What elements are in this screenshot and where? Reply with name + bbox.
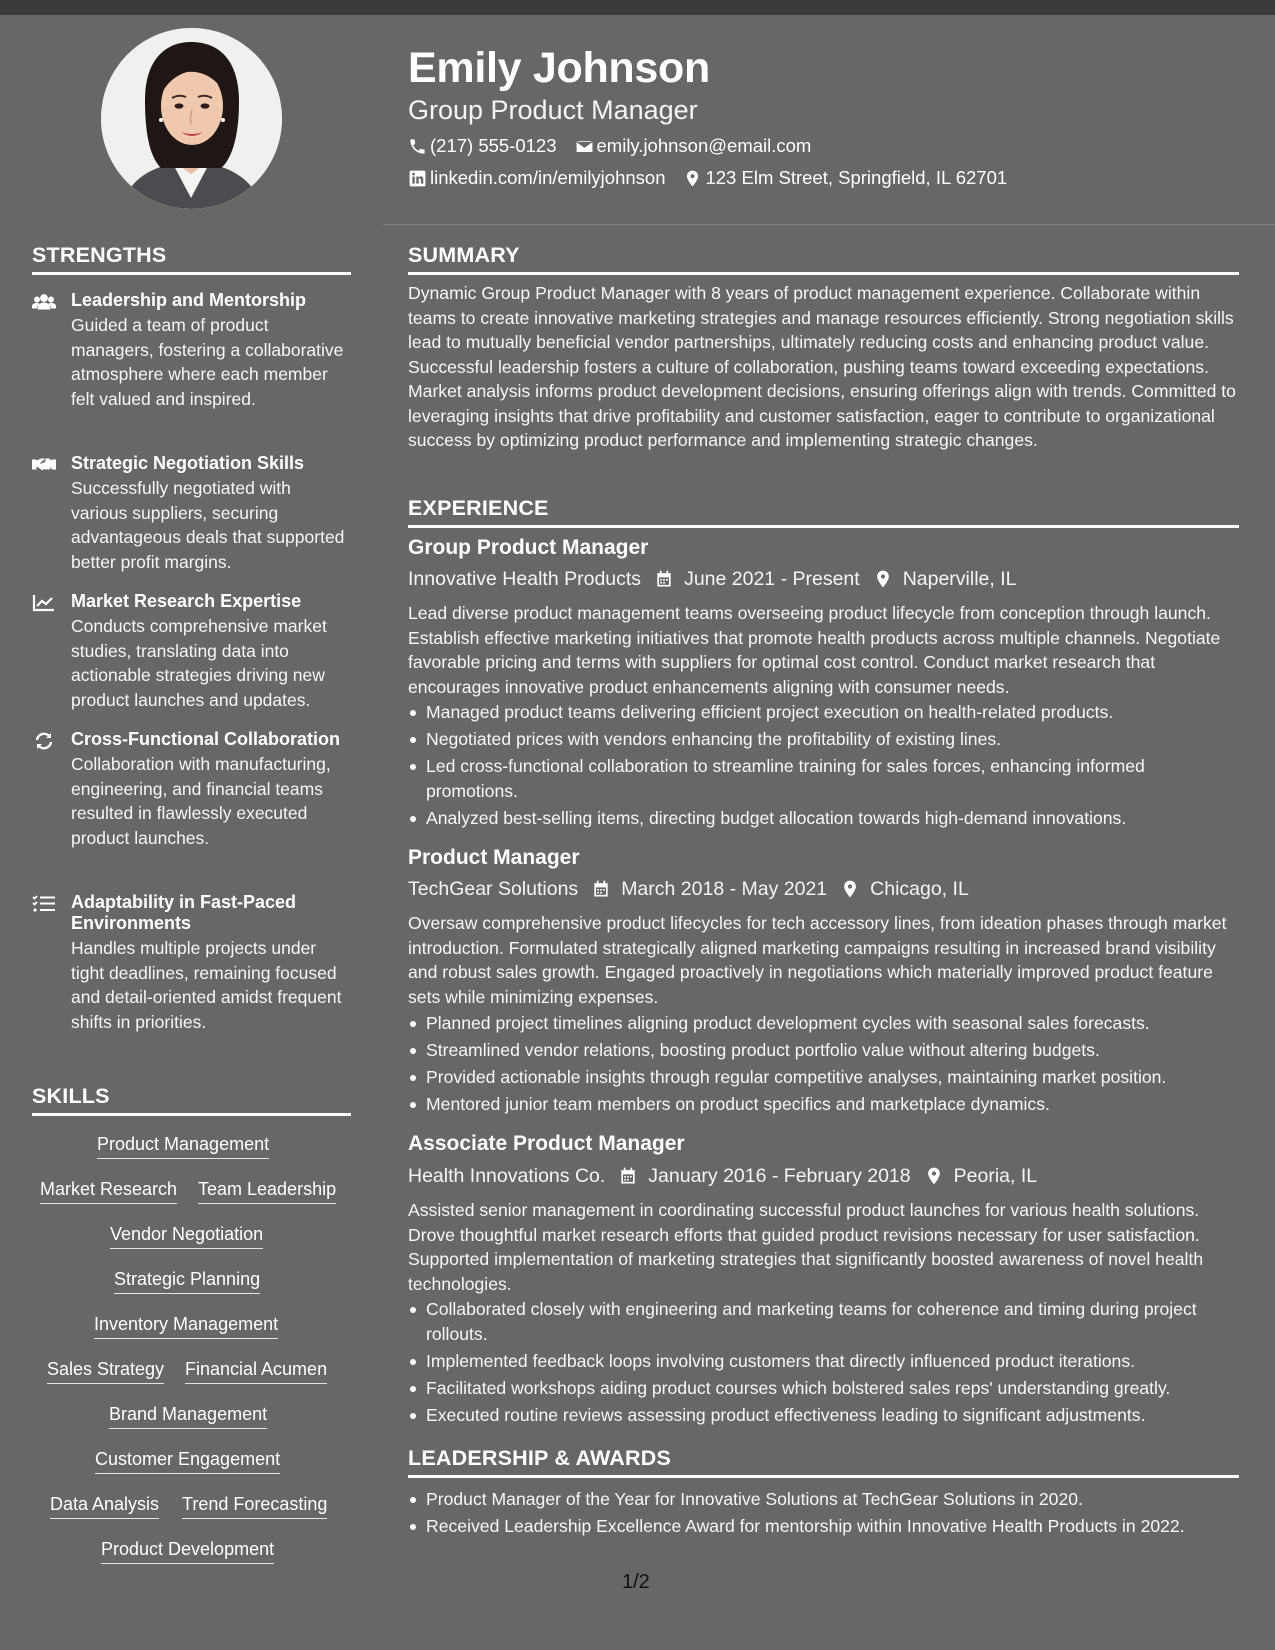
map-pin-icon	[924, 1166, 944, 1186]
list-item: Facilitated workshops aiding product courses which bolstered sales reps' understanding greatly.	[408, 1376, 1238, 1401]
phone-contact[interactable]	[408, 134, 557, 158]
awards-rule	[408, 1475, 1239, 1478]
strength-description: Guided a team of product managers, fostering a collaborative atmosphere where each member felt valued and inspired.	[71, 315, 344, 409]
skill-tag: Strategic Planning	[114, 1268, 260, 1294]
job-description: Assisted senior management in coordinating successful product launches for various health solutions. Drove thoughtful market research efforts that guided product revisions necessary for user satisfaction. Supported implementation of marketing strategies that significantly boosted awareness of novel health technologies.	[408, 1200, 1204, 1294]
job-title: Associate Product Manager	[408, 1132, 685, 1155]
job-dates: January 2016 - February 2018	[648, 1165, 911, 1187]
awards-list	[408, 1487, 1238, 1541]
linkedin-icon	[408, 169, 427, 188]
candidate-name: Emily Johnson	[408, 44, 710, 92]
awards-heading: LEADERSHIP & AWARDS	[408, 1446, 672, 1470]
header-divider	[383, 224, 1275, 225]
candidate-role: Group Product Manager	[408, 95, 698, 125]
job-meta	[408, 1163, 1037, 1189]
summary-heading: SUMMARY	[408, 243, 520, 267]
list-item: Analyzed best-selling items, directing budget allocation towards high-demand innovations.	[408, 806, 1238, 831]
strength-title: Leadership and Mentorship	[71, 290, 307, 310]
top-bar	[0, 0, 1275, 15]
sync-icon	[32, 731, 56, 751]
strength-title: Adaptability in Fast-Paced Environments	[71, 892, 297, 933]
page-number: 1/2	[622, 1571, 650, 1593]
strength-title: Strategic Negotiation Skills	[71, 453, 305, 473]
job-dates: June 2021 - Present	[684, 568, 860, 590]
strength-item	[32, 453, 352, 574]
address-contact	[683, 166, 1007, 190]
strength-item	[32, 729, 352, 850]
street-address: 123 Elm Street, Springfield, IL 62701	[705, 167, 1008, 188]
skill-tag: Product Management	[97, 1133, 269, 1159]
skill-tag: Sales Strategy	[47, 1358, 164, 1384]
skill-tag: Market Research	[40, 1178, 177, 1204]
strength-title: Market Research Expertise	[71, 591, 302, 611]
skill-tag: Customer Engagement	[95, 1448, 280, 1474]
job-bullets	[408, 1011, 1238, 1119]
job-description: Lead diverse product management teams overseeing product lifecycle from conception through launch. Establish effective marketing initiatives that promote health products across multiple channels. Negotiate favorable pricing and terms with suppliers for optimal cost control. Conduct market research that encourages innovative product enhancements aligning with consumer needs.	[408, 603, 1221, 697]
strength-description: Handles multiple projects under tight deadlines, remaining focused and detail-oriented amidst frequent shifts in priorities.	[71, 938, 342, 1032]
list-item: Executed routine reviews assessing product effectiveness leading to significant adjustments.	[408, 1403, 1238, 1428]
job-bullets	[408, 1297, 1238, 1430]
calendar-icon	[654, 569, 674, 589]
list-item: Implemented feedback loops involving customers that directly influenced product iterations.	[408, 1349, 1238, 1374]
linkedin-url: linkedin.com/in/emilyjohnson	[430, 167, 666, 188]
handshake-icon	[32, 455, 56, 475]
calendar-icon	[618, 1166, 638, 1186]
experience-rule	[408, 525, 1239, 528]
skills-heading: SKILLS	[32, 1084, 110, 1108]
profile-photo	[101, 28, 282, 209]
list-item: Planned project timelines aligning product development cycles with seasonal sales forecasts.	[408, 1011, 1238, 1036]
list-item: Streamlined vendor relations, boosting product portfolio value without altering budgets.	[408, 1038, 1238, 1063]
envelope-icon	[575, 137, 594, 156]
calendar-icon	[591, 879, 611, 899]
contact-row-1	[408, 134, 829, 158]
email-contact[interactable]	[575, 134, 812, 158]
map-pin-icon	[873, 569, 893, 589]
strengths-heading: STRENGTHS	[32, 243, 167, 267]
strength-item	[32, 892, 352, 1034]
skill-tag: Brand Management	[109, 1403, 267, 1429]
list-item: Mentored junior team members on product specifics and marketplace dynamics.	[408, 1092, 1238, 1117]
tasks-icon	[32, 894, 56, 914]
skill-tag: Data Analysis	[50, 1493, 159, 1519]
skill-tag: Financial Acumen	[185, 1358, 327, 1384]
skill-tag: Inventory Management	[94, 1313, 278, 1339]
strengths-rule	[32, 272, 351, 275]
job-dates: March 2018 - May 2021	[621, 878, 828, 900]
skill-tag: Trend Forecasting	[182, 1493, 327, 1519]
strength-title: Cross-Functional Collaboration	[71, 729, 341, 749]
company-name: Innovative Health Products	[408, 568, 642, 590]
company-name: Health Innovations Co.	[408, 1165, 606, 1187]
job-meta	[408, 876, 969, 902]
phone-number: (217) 555-0123	[430, 135, 557, 156]
list-item: Negotiated prices with vendors enhancing the profitability of existing lines.	[408, 727, 1238, 752]
experience-heading: EXPERIENCE	[408, 496, 549, 520]
email-address: emily.johnson@email.com	[596, 135, 812, 156]
skill-tag: Team Leadership	[198, 1178, 336, 1204]
contact-row-2	[408, 166, 1025, 190]
strength-description: Collaboration with manufacturing, engineering, and financial teams resulted in flawlessly executed product launches.	[71, 754, 331, 848]
job-meta	[408, 566, 1017, 592]
users-icon	[32, 292, 56, 312]
map-pin-icon	[683, 169, 702, 188]
strength-item	[32, 591, 352, 712]
strength-description: Conducts comprehensive market studies, translating data into actionable strategies driving new product launches and updates.	[71, 616, 327, 710]
list-item: Led cross-functional collaboration to streamline training for sales forces, enhancing informed promotions.	[408, 754, 1238, 803]
list-item: Collaborated closely with engineering and marketing teams for coherence and timing during project rollouts.	[408, 1297, 1238, 1346]
list-item: Managed product teams delivering efficient project execution on health-related products.	[408, 700, 1238, 725]
job-location: Naperville, IL	[902, 568, 1017, 590]
map-pin-icon	[840, 879, 860, 899]
job-title: Group Product Manager	[408, 536, 649, 559]
skills-rule	[32, 1113, 351, 1116]
strength-description: Successfully negotiated with various suppliers, securing advantageous deals that supported better profit margins.	[71, 478, 345, 572]
summary-text: Dynamic Group Product Manager with 8 years of product management experience. Collaborate within teams to create innovative marketing strategies and manage resources efficiently. Strong negotiation skills lead to mutually beneficial vendor partnerships, ultimately reducing costs and enhancing product value. Successful leadership fosters a culture of collaboration, pushing teams toward exceeding expectations. Market analysis informs product development decisions, ensuring offerings align with trends. Committed to leveraging insights that drive profitability and customer satisfaction, eager to contribute to organizational success by optimizing product performance and implementing strategic changes.	[408, 283, 1236, 450]
company-name: TechGear Solutions	[408, 878, 579, 900]
job-bullets	[408, 700, 1238, 833]
list-item: Provided actionable insights through regular competitive analyses, maintaining market position.	[408, 1065, 1238, 1090]
skill-tag: Vendor Negotiation	[110, 1223, 263, 1249]
list-item: Product Manager of the Year for Innovative Solutions at TechGear Solutions in 2020.	[408, 1487, 1238, 1512]
chart-line-icon	[32, 593, 56, 613]
job-description: Oversaw comprehensive product lifecycles for tech accessory lines, from ideation phases through market introduction. Formulated strategically aligned marketing campaigns resulting in increased brand visibility and robust sales growth. Engaged proactively in negotiations which materially improved product feature sets while minimizing expenses.	[408, 913, 1227, 1007]
summary-rule	[408, 272, 1239, 275]
list-item: Received Leadership Excellence Award for mentorship within Innovative Health Products in 2022.	[408, 1514, 1238, 1539]
strength-item	[32, 290, 352, 411]
linkedin-contact[interactable]	[408, 166, 665, 190]
job-title: Product Manager	[408, 846, 580, 869]
job-location: Peoria, IL	[953, 1165, 1038, 1187]
skill-tag: Product Development	[101, 1538, 274, 1564]
phone-icon	[408, 137, 427, 156]
job-location: Chicago, IL	[870, 878, 969, 900]
